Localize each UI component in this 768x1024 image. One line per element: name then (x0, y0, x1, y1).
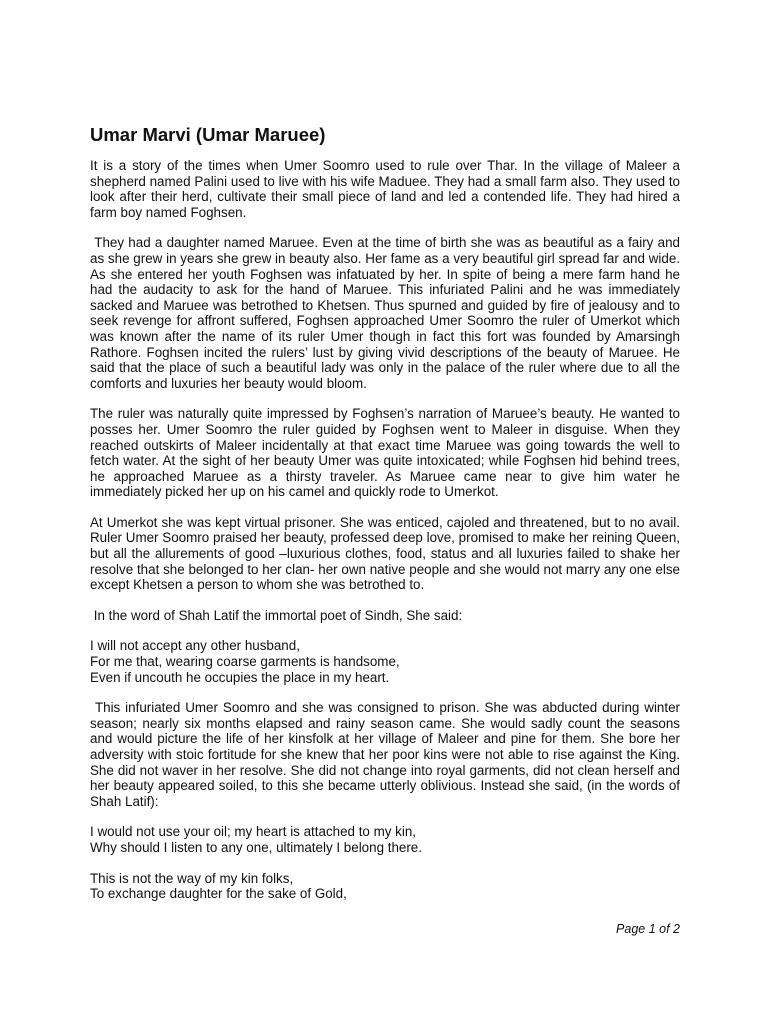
document-title: Umar Marvi (Umar Maruee) (90, 124, 326, 145)
verse-3-line-1: This is not the way of my kin folks, (90, 870, 294, 886)
verse-2-line-1: I would not use your oil; my heart is attached to my kin, (90, 824, 416, 840)
verse-3-line-2: To exchange daughter for the sake of Gold, (90, 886, 347, 902)
paragraph-6: This infuriated Umer Soomro and she was consigned to prison. She was abducted during winter season; nearly six months elapsed and rainy season came. She would sadly count the seasons and would picture the life of her kinsfolk at her village of Maleer and pine for them. She bore her adversity with stoic fortitude for she knew that her poor kins were not able to rise against the King. She did not waver in her resolve. She did not change into royal garments, did not clean herself and her beauty appeared soiled, to this she became utterly oblivious. Instead she said, (in the words of Shah Latif): (90, 700, 680, 809)
verse-1-line-3: Even if uncouth he occupies the place in my heart. (90, 669, 390, 685)
verse-2 (90, 824, 680, 855)
paragraph-1: It is a story of the times when Umer Soomro used to rule over Thar. In the village of Maleer a shepherd named Palini used to live with his wife Maduee. They had a small farm also. They used to look after their herd, cultivate their small piece of land and led a contended life. They had hired a farm boy named Foghsen. (90, 158, 680, 220)
page-number: Page 1 of 2 (616, 922, 680, 936)
verse-1-line-2: For me that, wearing coarse garments is handsome, (90, 654, 400, 670)
paragraph-3: The ruler was naturally quite impressed by Foghsen’s narration of Maruee’s beauty. He wanted to posses her. Umer Soomro the ruler guided by Foghsen went to Maleer in disguise. When they reached outskirts of Maleer incidentally at that exact time Maruee was going towards the well to fetch water. At the sight of her beauty Umer was quite intoxicated; while Foghsen hid behind trees, he approached Maruee as a thirsty traveler. As Maruee came near to give him water he immediately picked her up on his camel and quickly rode to Umerkot. (90, 406, 680, 500)
verse-2-line-2: Why should I listen to any one, ultimately I belong there. (90, 839, 422, 855)
document-body (90, 124, 680, 917)
paragraph-5: In the word of Shah Latif the immortal poet of Sindh, She said: (90, 607, 463, 623)
paragraph-2: They had a daughter named Maruee. Even at the time of birth she was as beautiful as a fairy and as she grew in years she grew in beauty also. Her fame as a very beautiful girl spread far and wide. As she entered her youth Foghsen was infatuated by her. In spite of being a mere farm hand he had the audacity to ask for the hand of Maruee. This infuriated Palini and he was immediately sacked and Maruee was betrothed to Khetsen. Thus spurned and guided by fire of jealousy and to seek revenge for affront suffered, Foghsen approached Umer Soomro the ruler of Umerkot which was known after the name of its ruler Umer though in fact this fort was founded by Amarsingh Rathore. Foghsen incited the rulers’ lust by giving vivid descriptions of the beauty of Maruee. He said that the place of such a beautiful lady was only in the palace of the ruler where due to all the comforts and luxuries her beauty would bloom. (90, 235, 680, 391)
verse-3 (90, 871, 680, 902)
verse-1-line-1: I will not accept any other husband, (90, 638, 300, 654)
paragraph-4: At Umerkot she was kept virtual prisoner. She was enticed, cajoled and threatened, but to no avail. Ruler Umer Soomro praised her beauty, professed deep love, promised to make her reining Queen, but all the allurements of good –luxurious clothes, food, status and all luxuries failed to shake her resolve that she belonged to her clan- her own native people and she would not marry any one else except Khetsen a person to whom she was betrothed to. (90, 514, 680, 593)
verse-1 (90, 638, 680, 685)
